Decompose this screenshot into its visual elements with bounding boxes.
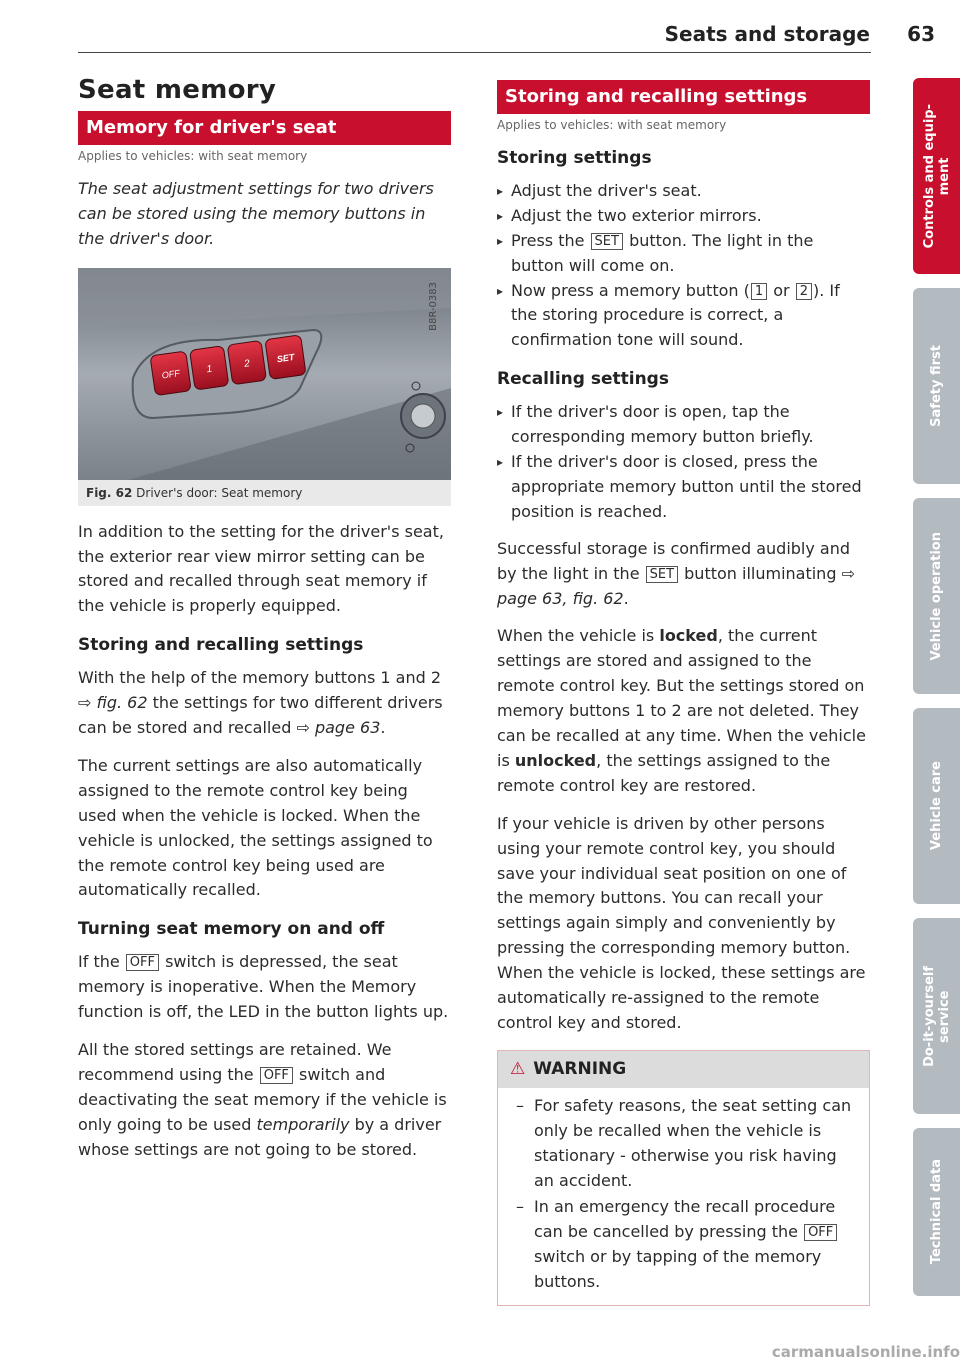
mirror-knob: [411, 404, 435, 428]
warning-header: ⚠ WARNING: [498, 1051, 869, 1088]
key-off: OFF: [126, 954, 159, 971]
key-set: SET: [646, 566, 678, 583]
recalling-steps: [497, 400, 870, 525]
list-item: ▸ Now press a memory button ( 1 or 2 ). If the storing procedure is correct, a confirmation tone will sound.: [497, 279, 870, 354]
para-other-persons: If your vehicle is driven by other persons using your remote control key, you should save your individual seat position on one of the memory buttons. You can recall your settings again simply and conveniently by pressing the corresponding memory button. When the vehicle is locked, these settings are automatically re-assigned to the remote control key and stored.: [497, 813, 866, 1032]
key-1: 1: [751, 283, 767, 300]
watermark: carmanualsonline.info: [771, 1343, 960, 1361]
applies-note: Applies to vehicles: with seat memory: [497, 118, 727, 132]
fig-btn-1: 1: [205, 363, 213, 375]
page-number: 63: [907, 22, 935, 46]
para-confirm: Successful storage is confirmed audibly and by the light in the SET button illuminating ⇨ page 63, fig. 62.: [497, 538, 855, 608]
storing-steps: [497, 179, 870, 353]
xref-fig[interactable]: ⇨ fig. 62: [78, 693, 148, 713]
figure-code: B8R-0383: [428, 281, 440, 331]
para-auto-assign: The current settings are also automatically assigned to the remote control key being used when the vehicle is locked. When the vehicle is unlocked, the settings assigned to the remote control key being used are automatically recalled.: [78, 755, 433, 900]
heading-storing-recalling: Storing and recalling settings: [78, 635, 364, 656]
right-column: [497, 74, 870, 1306]
tab-vehicle-care[interactable]: Vehicle care: [913, 708, 960, 904]
tab-technical-data[interactable]: Technical data: [913, 1128, 960, 1296]
key-off: OFF: [260, 1067, 293, 1084]
para-retained: All the stored settings are retained. We recommend using the OFF switch and deactivating the seat memory if the vehicle is only going to be used temporarily by a driver whose settings are not going to be stored.: [78, 1039, 447, 1159]
figure-door-panel: [78, 268, 451, 480]
para-intro: In addition to the setting for the driver's seat, the exterior rear view mirror setting can be stored and recalled through seat memory if the vehicle is properly equipped.: [78, 521, 444, 616]
list-item: ▸ If the driver's door is open, tap the corresponding memory button briefly.: [497, 400, 870, 450]
heading-recalling: Recalling settings: [497, 369, 669, 390]
key-off: OFF: [804, 1224, 837, 1241]
applies-note: Applies to vehicles: with seat memory: [78, 148, 308, 163]
figure-caption: [78, 480, 451, 506]
para-off-switch: If the OFF switch is depressed, the seat memory is inoperative. When the Memory function is off, the LED in the button lights up.: [78, 952, 449, 1022]
warning-item: – For safety reasons, the seat setting can only be recalled when the vehicle is stationary - otherwise you risk having an accident.: [508, 1094, 859, 1194]
left-column: [78, 74, 451, 1175]
warning-triangle-icon: ⚠: [510, 1058, 526, 1079]
section-title: Seats and storage: [664, 22, 870, 46]
intro-text: The seat adjustment settings for two drivers can be stored using the memory buttons in the driver's door.: [78, 178, 434, 248]
heading-turning-memory: Turning seat memory on and off: [78, 919, 385, 940]
section-bar: Storing and recalling settings: [497, 80, 870, 114]
tab-controls[interactable]: Controls and equip- ment: [913, 78, 960, 274]
tab-safety[interactable]: Safety first: [913, 288, 960, 484]
list-item: ▸ If the driver's door is closed, press the appropriate memory button until the stored position is reached.: [497, 450, 870, 525]
tab-diy-service[interactable]: Do-it-yourself service: [913, 918, 960, 1114]
section-bar: Memory for driver's seat: [78, 111, 451, 145]
list-item: ▸ Press the SET button. The light in the button will come on.: [497, 229, 870, 279]
fig-btn-set: SET: [276, 351, 295, 364]
key-2: 2: [796, 283, 812, 300]
list-item: ▸ Adjust the driver's seat.: [497, 179, 870, 204]
xref-page[interactable]: ⇨ page 63: [296, 717, 381, 737]
door-panel-illustration: [78, 268, 451, 480]
para-memory-buttons: With the help of the memory buttons 1 and 2 ⇨ fig. 62 the settings for two different drivers can be stored and recalled ⇨ page 63.: [78, 668, 443, 737]
fig-btn-off: OFF: [161, 367, 181, 381]
key-set: SET: [591, 233, 623, 250]
xref-page-fig[interactable]: ⇨ page 63, fig. 62: [497, 563, 855, 608]
heading-storing: Storing settings: [497, 148, 652, 168]
figure-caption-text: Driver's door: Seat memory: [136, 485, 303, 500]
fig-btn-2: 2: [243, 357, 251, 370]
list-item: ▸ Adjust the two exterior mirrors.: [497, 204, 870, 229]
page-title: Seat memory: [78, 75, 277, 105]
para-locked: When the vehicle is locked, the current settings are stored and assigned to the remote control key. But the settings stored on memory buttons 1 to 2 are not deleted. They can be recalled at any time. When the vehicle is unlocked, the settings assigned to the remote control key are restored.: [497, 626, 866, 795]
tab-vehicle-operation[interactable]: Vehicle operation: [913, 498, 960, 694]
figure-label: Fig. 62: [86, 485, 133, 500]
header-rule: [78, 52, 871, 53]
warning-box: [497, 1050, 870, 1306]
warning-item: – In an emergency the recall procedure can be cancelled by pressing the OFF switch or by tapping of the memory buttons.: [508, 1195, 859, 1295]
